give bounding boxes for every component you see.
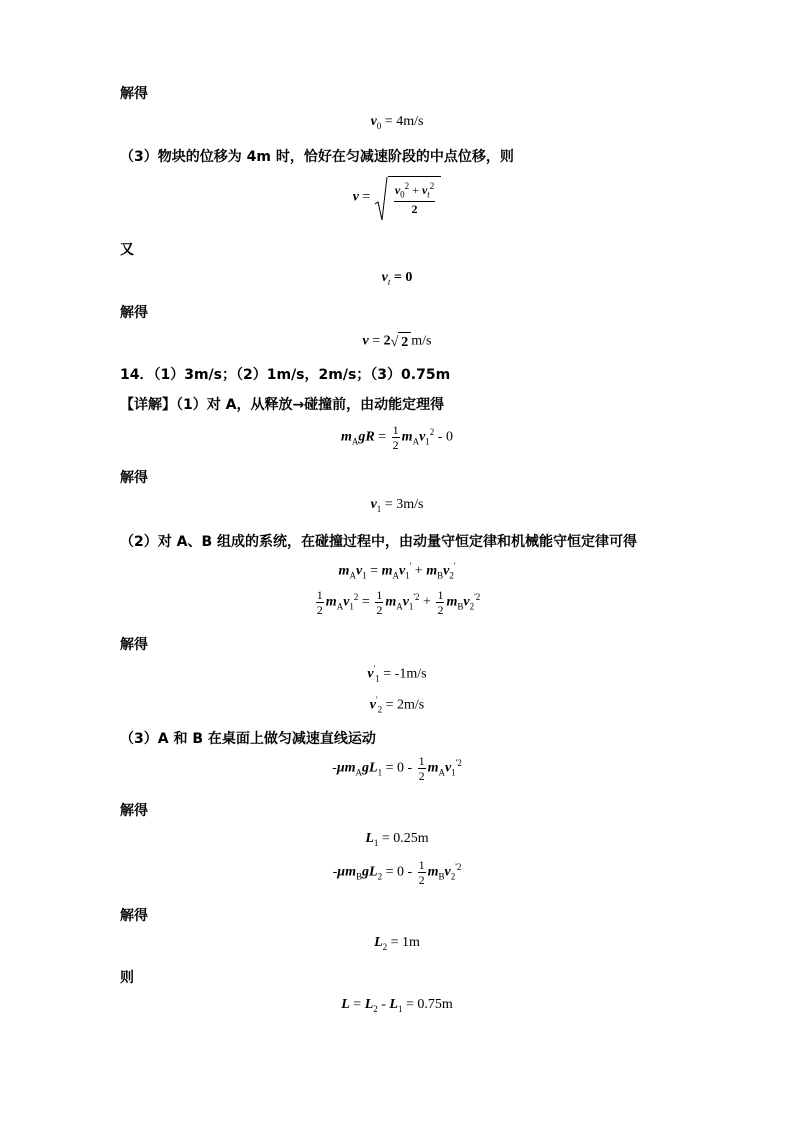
equation-v2-prime: $v'_2 = 2m/s$ [369, 695, 425, 715]
text-detail-part3: （3）A 和 B 在桌面上做匀减速直线运动 [120, 731, 376, 747]
text-jiede: 解得 [120, 637, 148, 653]
equation-v0: $v_0 = 4m/s$ [370, 114, 424, 131]
text-detail-part2: （2）对 A、B 组成的系统，在碰撞过程中，由动量守恒定律和机械能守恒定律可得 [120, 534, 637, 550]
equation-energy: $m_AgR$ = $\frac{1}{2}$ $m_Av_1^2 - 0$ [341, 423, 453, 452]
text-ze: 则 [120, 970, 134, 986]
equation-v-sqrt: v = $\frac{v_0^2 + v_t^2}{2}$ [0, 176, 794, 218]
equation-L1: $L_1 = 0.25m$ [365, 831, 429, 848]
equation-friction-a: $-\mu m_AgL_1 = 0$ - $\frac{1}{2}$ $m_Av_1^{'2}$ [332, 754, 462, 783]
equation-kinetic-energy: $\frac{1}{2}$ $m_Av_1^2$ = $\frac{1}{2}$ $m_Av_1^{'2}$ + $\frac{1}{2}$ $m_Bv_2^{'2}$ [316, 588, 481, 617]
equation-v-result: v = 2√ 2 m/s [362, 333, 432, 350]
equation-L2: $L_2 = 1m$ [374, 935, 420, 952]
equation-vt: $v_t = 0$ [381, 270, 413, 287]
equation-v1-prime: $v'_1 = -1m/s$ [367, 664, 427, 684]
text-jiede: 解得 [120, 908, 148, 924]
text-jiede: 解得 [120, 470, 148, 486]
equation-momentum: $m_Av_1 = m_Av_1' + m_Bv_2'$ [338, 561, 456, 581]
text-you: 又 [120, 242, 134, 258]
text-jiede: 解得 [120, 803, 148, 819]
equation-L: $L = L_2 - L_1 = 0.75m$ [341, 997, 453, 1014]
text-detail-part1: 【详解】（1）对 A，从释放→碰撞前，由动能定理得 [120, 397, 445, 413]
text-jiede: 解得 [120, 86, 148, 102]
equation-friction-b: $-\mu m_BgL_2 = 0$ - $\frac{1}{2}$ $m_Bv_2^{'2}$ [332, 858, 462, 887]
question-14-answer: 14．（1）3m/s；（2）1m/s，2m/s；（3）0.75m [120, 367, 451, 383]
text-part3-intro: （3）物块的位移为 4m 时，恰好在匀减速阶段的中点位移，则 [120, 149, 514, 165]
text-jiede: 解得 [120, 305, 148, 321]
equation-v1: $v_1 = 3m/s$ [370, 497, 424, 514]
